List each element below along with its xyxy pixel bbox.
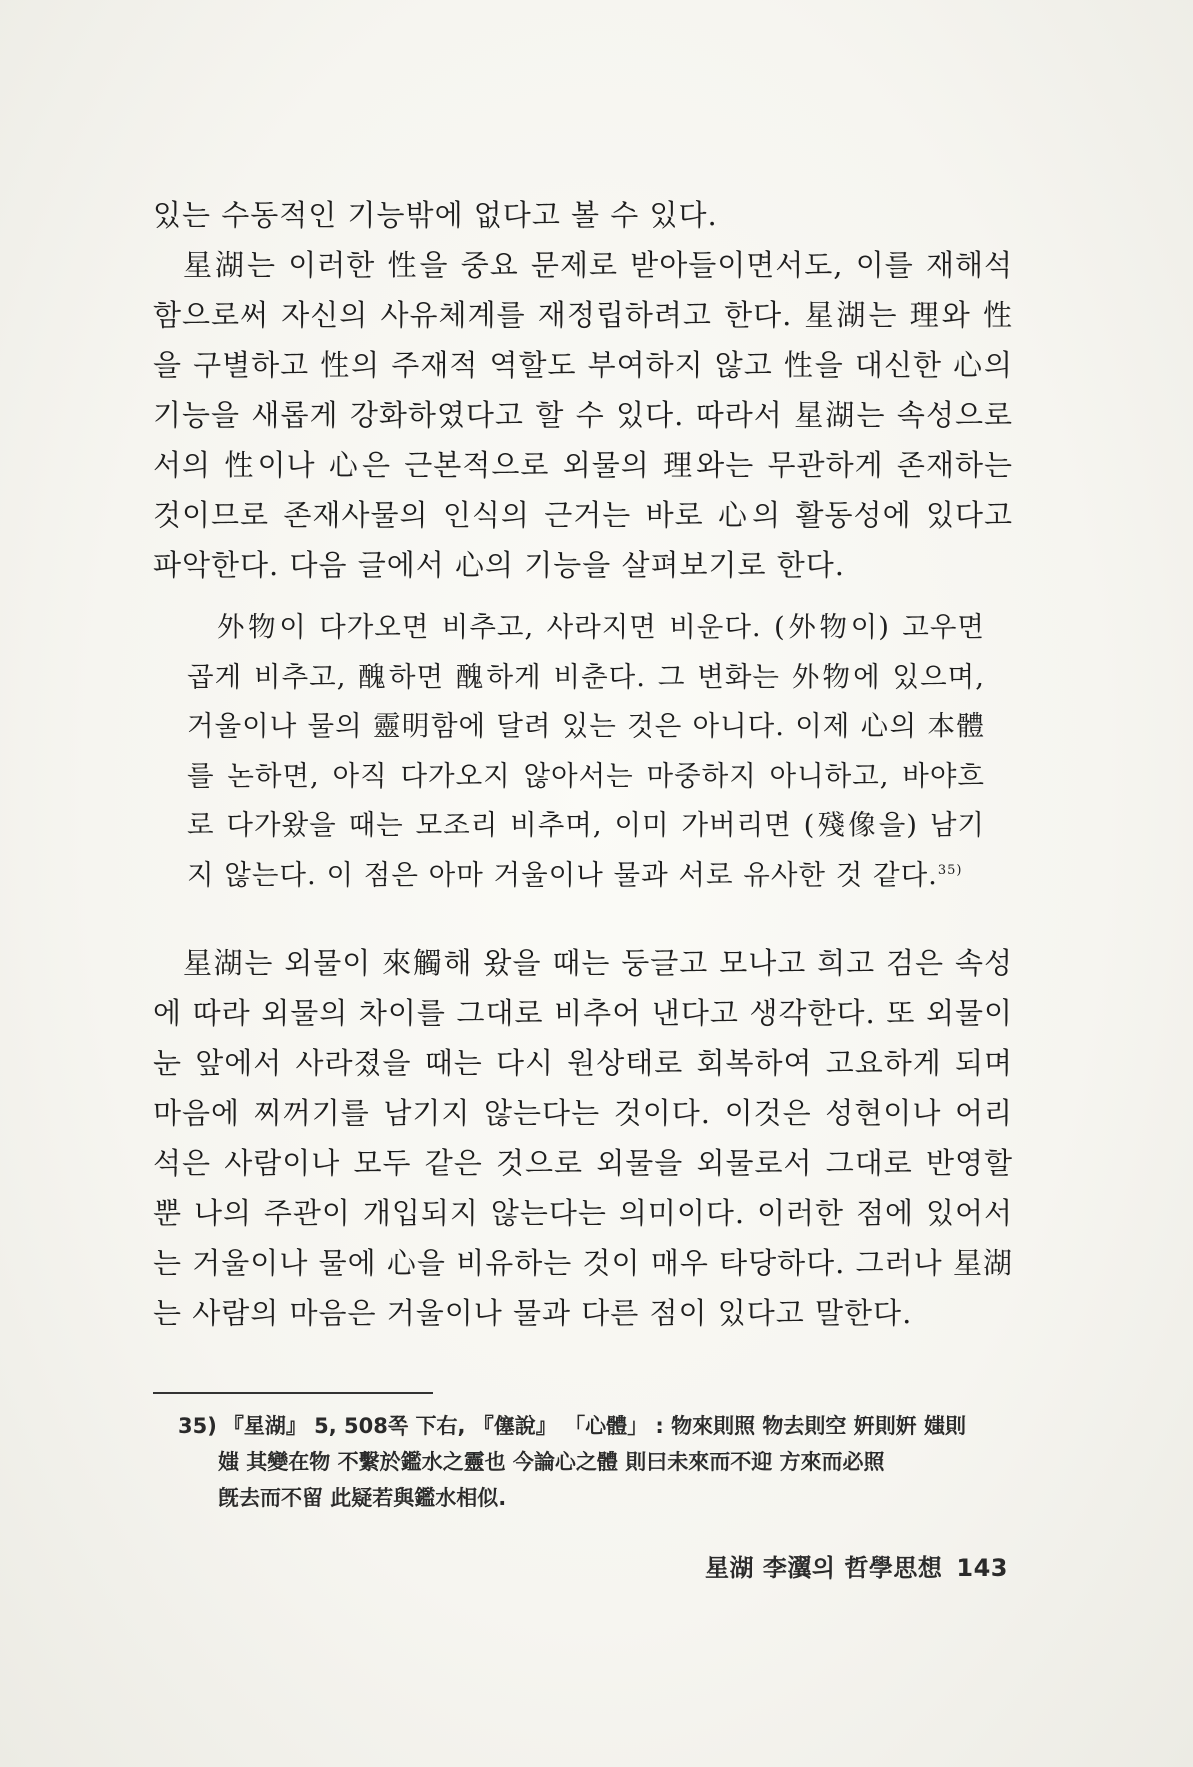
- block-quote: [187, 603, 985, 900]
- footnote-line-3: 旣去而不留 此疑若與鑑水相似.: [218, 1486, 507, 1510]
- quote-text: 外物이 다가오면 비추고, 사라지면 비운다. (外物이) 고우면 곱게 비추고, 醜하면 醜하게 비춘다. 그 변화는 外物에 있으며, 거울이나 물의 靈明함에 달려 있는 것은 아니다. 이제 心의 本體를 논하면, 아직 다가오지 않아서는 마중하지 아니하고, 바야흐로 다가왔을 때는 모조리 비추며, 이미 가버리면 (殘像을) 남기지 않는다. 이 점은 아마 거울이나 물과 서로 유사한 것 같다.: [187, 611, 985, 891]
- page-number: 143: [956, 1554, 1008, 1582]
- paragraph-mirror-analogy: 星湖는 외물이 來觸해 왔을 때는 둥글고 모나고 희고 검은 속성에 따라 외물의 차이를 그대로 비추어 낸다고 생각한다. 또 외물이 눈 앞에서 사라졌을 때는 다시 원상태로 회복하여 고요하게 되며 마음에 찌꺼기를 남기지 않는다는 것이다. 이것은 성현이나 어리석은 사람이나 모두 같은 것으로 외물을 외물로서 그대로 반영할 뿐 나의 주관이 개입되지 않는다는 의미이다. 이러한 점에 있어서는 거울이나 물에 心을 비유하는 것이 매우 타당하다. 그러나 星湖는 사람의 마음은 거울이나 물과 다른 점이 있다고 말한다.: [153, 946, 1013, 1330]
- footnote-reference[interactable]: 35): [937, 862, 963, 878]
- footnote-line-2: 媸 其變在物 不繫於鑑水之靈也 今論心之體 則曰未來而不迎 方來而必照: [218, 1450, 885, 1474]
- paragraph-seongho-nature: 星湖는 이러한 性을 중요 문제로 받아들이면서도, 이를 재해석함으로써 자신의 사유체계를 재정립하려고 한다. 星湖는 理와 性을 구별하고 性의 주재적 역할도 부여하지 않고 性을 대신한 心의 기능을 새롭게 강화하였다고 할 수 있다. 따라서 星湖는 속성으로서의 性이나 心은 근본적으로 외물의 理와는 무관하게 존재하는 것이므로 존재사물의 인식의 근거는 바로 心의 활동성에 있다고 파악한다. 다음 글에서 心의 기능을 살펴보기로 한다.: [153, 248, 1013, 582]
- footnote-35: [178, 1408, 998, 1516]
- footnote-divider: [153, 1392, 433, 1394]
- footnote-line-1: 『星湖』 5, 508쪽 下右, 『僿說』 「心體」 : 物來則照 物去則空 姸則姸 媸則: [222, 1414, 967, 1438]
- footnote-number: 35): [178, 1414, 217, 1438]
- running-footer: [705, 1548, 1008, 1583]
- body-text-bottom: [153, 938, 1013, 1338]
- body-text-top: [153, 190, 1013, 590]
- paragraph-continuation: 있는 수동적인 기능밖에 없다고 볼 수 있다.: [153, 198, 718, 232]
- quote-text-wrapper: [187, 603, 985, 900]
- running-footer-title: 星湖 李瀷의 哲學思想: [704, 1554, 943, 1582]
